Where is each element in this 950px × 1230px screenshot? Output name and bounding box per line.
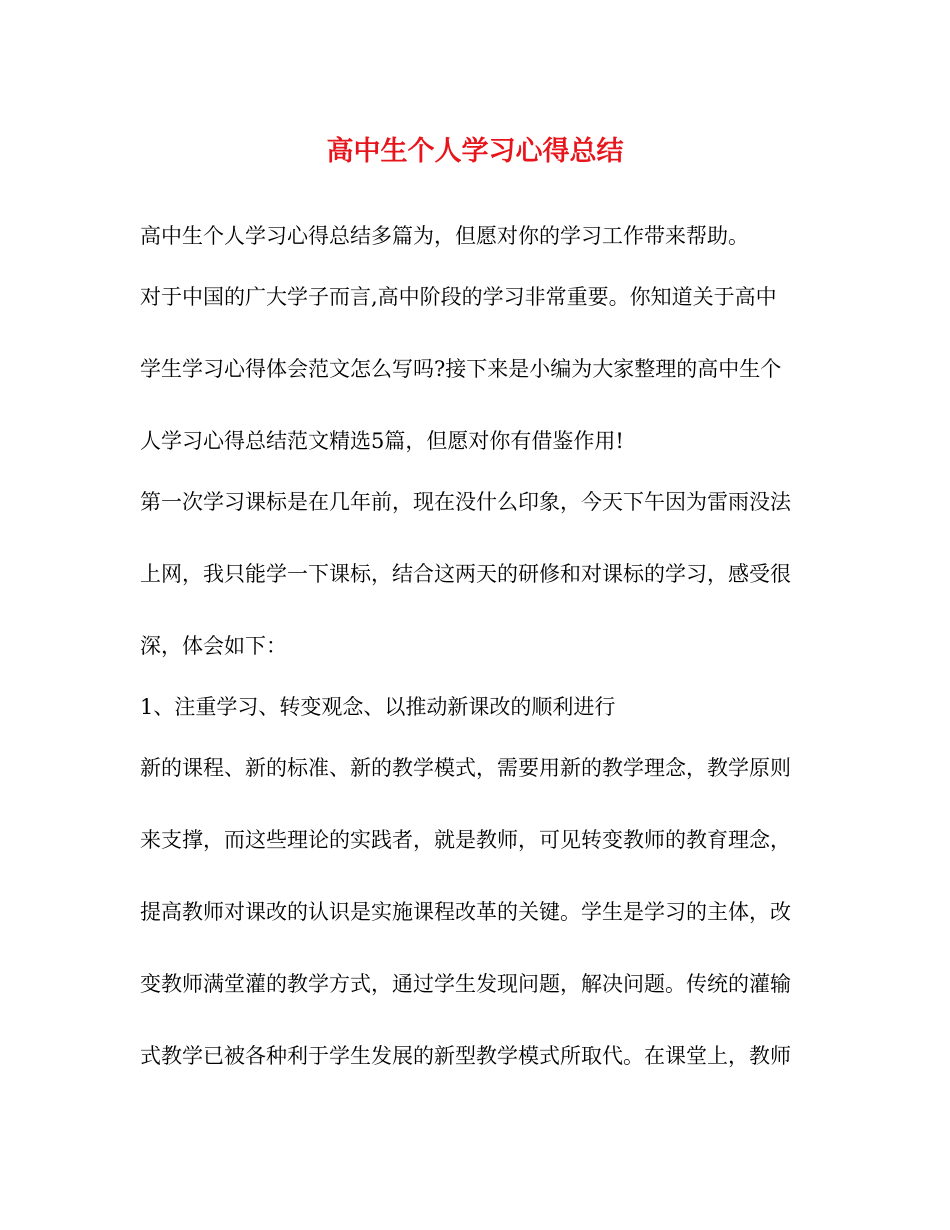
intro-line: 高中生个人学习心得总结多篇为，但愿对你的学习工作带来帮助。 [140,224,749,248]
paragraph-line: 式教学已被各种利于学生发展的新型教学模式所取代。在课堂上，教师 [140,1044,791,1068]
paragraph-line: 对于中国的广大学子而言,高中阶段的学习非常重要。你知道关于高中 [140,285,777,309]
paragraph-line: 上网，我只能学一下课标，结合这两天的研修和对课标的学习，感受很 [140,562,791,586]
section-heading: 1、注重学习、转变观念、以推动新课改的顺利进行 [140,695,616,719]
paragraph-line: 变教师满堂灌的教学方式，通过学生发现问题，解决问题。传统的灌输 [140,972,791,996]
paragraph-line: 第一次学习课标是在几年前，现在没什么印象，今天下午因为雷雨没法 [140,490,791,514]
paragraph-line: 人学习心得总结范文精选5篇，但愿对你有借鉴作用! [140,429,624,453]
paragraph-line: 新的课程、新的标准、新的教学模式，需要用新的教学理念，教学原则 [140,756,791,780]
paragraph-line: 深，体会如下： [140,634,287,658]
paragraph-line: 来支撑，而这些理论的实践者，就是教师，可见转变教师的教育理念， [140,828,791,852]
paragraph-line: 提高教师对课改的认识是实施课程改革的关键。学生是学习的主体，改 [140,900,791,924]
paragraph-line: 学生学习心得体会范文怎么写吗?接下来是小编为大家整理的高中生个 [140,357,782,381]
document-title: 高中生个人学习心得总结 [326,136,624,167]
